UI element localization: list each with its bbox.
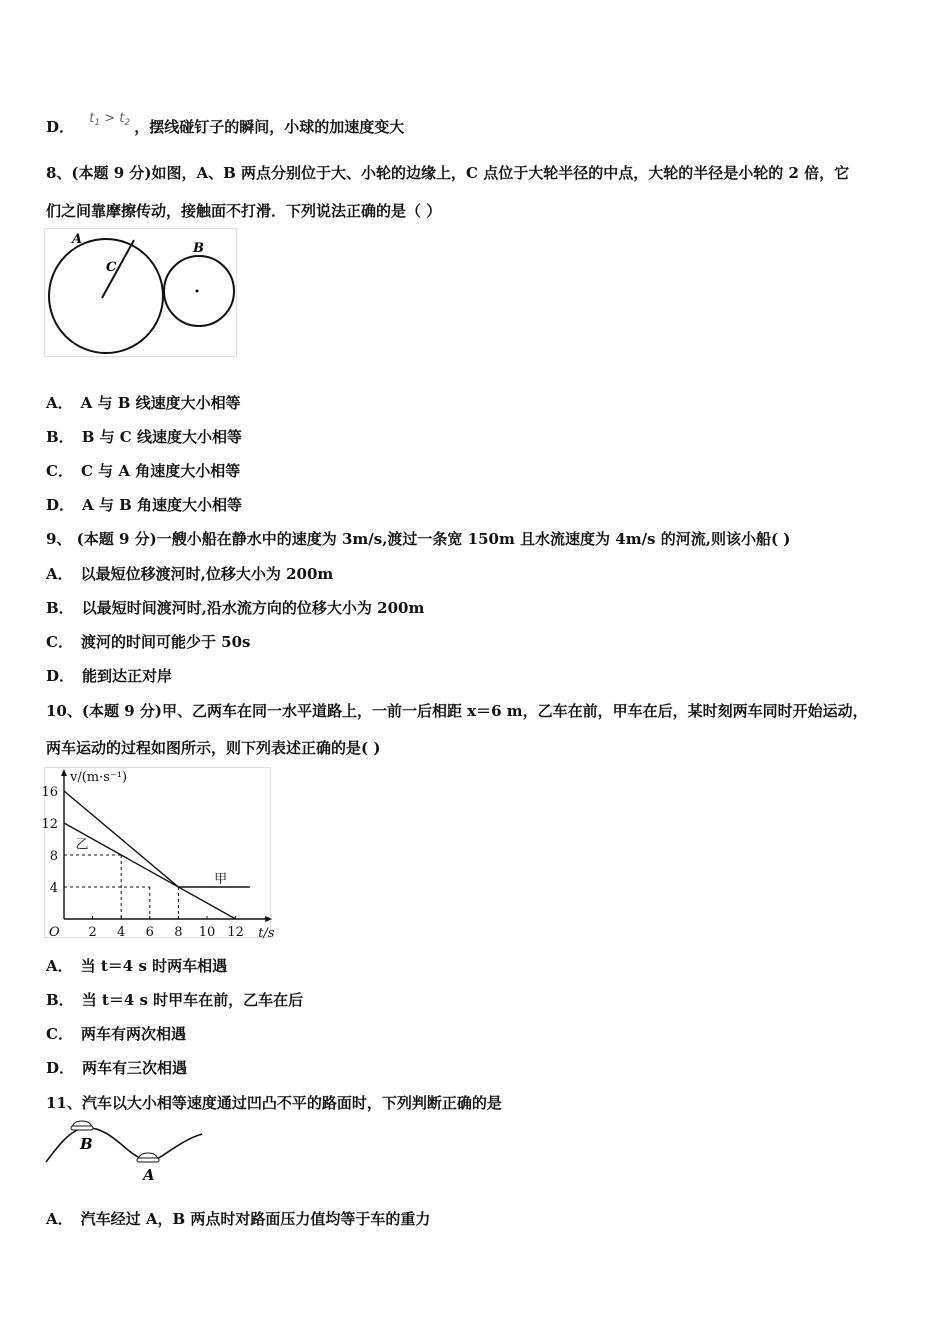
y-tick-label: 16	[41, 785, 58, 800]
series-label-yi: 乙	[75, 837, 89, 853]
x-tick-label: 6	[145, 925, 154, 940]
q8-stem-line1: 8、(本题 9 分)如图，A、B 两点分别位于大、小轮的边缘上，C 点位于大轮半径的中点，大轮的半径是小轮的 2 倍，它	[46, 164, 850, 182]
q7-math-expression: $t_1 > t_2$	[89, 111, 131, 128]
q9-option-d[interactable]: D． 能到达正对岸	[46, 667, 173, 685]
q9-option-c[interactable]: C． 渡河的时间可能少于 50s	[46, 633, 251, 651]
series-label-jia: 甲	[214, 872, 228, 887]
q9-stem: 9、 (本题 9 分)一艘小船在静水中的速度为 3m/s,渡过一条宽 150m 且水流速度为 4m/s 的河流,则该小船( )	[46, 530, 791, 548]
y-axis-label: v/(m·s⁻¹)	[70, 770, 128, 785]
point-c-label: C	[106, 260, 117, 275]
q11-option-a[interactable]: A． 汽车经过 A，B 两点时对路面压力值均等于车的重力	[46, 1210, 431, 1228]
q7-option-d-text: ，摆线碰钉子的瞬间，小球的加速度变大	[134, 118, 405, 136]
q8-option-c[interactable]: C． C 与 A 角速度大小相等	[46, 462, 241, 480]
x-tick-label: 2	[88, 925, 97, 940]
q10-option-d[interactable]: D． 两车有三次相遇	[46, 1059, 188, 1077]
q7-option-d-label: D．	[46, 118, 75, 136]
car-a-icon	[137, 1153, 159, 1162]
q9-option-a[interactable]: A． 以最短位移渡河时,位移大小为 200m	[46, 565, 334, 583]
x-tick-label: 12	[227, 925, 244, 940]
q8-option-a[interactable]: A． A 与 B 线速度大小相等	[46, 394, 241, 412]
x-axis-arrow	[265, 916, 272, 922]
large-wheel	[49, 239, 163, 353]
q8-stem-line2: 们之间靠摩擦传动，接触面不打滑．下列说法正确的是（ ）	[46, 202, 442, 220]
q8-option-d[interactable]: D． A 与 B 角速度大小相等	[46, 496, 242, 514]
y-tick-label: 12	[41, 817, 58, 832]
q8-option-b[interactable]: B． B 与 C 线速度大小相等	[46, 428, 242, 446]
small-wheel	[164, 256, 234, 326]
bumpy-road	[46, 1128, 202, 1162]
q10-option-c[interactable]: C． 两车有两次相遇	[46, 1025, 186, 1043]
car-b-icon	[71, 1121, 93, 1130]
point-b-label: B	[80, 1135, 93, 1153]
y-tick-label: 4	[49, 881, 58, 896]
y-axis-arrow	[61, 769, 67, 776]
q11-stem: 11、汽车以大小相等速度通过凹凸不平的路面时，下列判断正确的是	[46, 1094, 502, 1112]
point-b-label: B	[193, 241, 204, 256]
y-tick-label: 8	[49, 849, 58, 864]
q10-stem-line1: 10、(本题 9 分)甲、乙两车在同一水平道路上，一前一后相距 x＝6 m，乙车在前，甲车在后，某时刻两车同时开始运动，	[46, 702, 868, 720]
point-a-label: A	[143, 1166, 155, 1184]
point-a-label: A	[72, 232, 83, 247]
q9-option-b[interactable]: B． 以最短时间渡河时,沿水流方向的位移大小为 200m	[46, 599, 425, 617]
series-line-yi	[64, 823, 236, 919]
q10-vt-chart	[41, 767, 275, 941]
origin-label: O	[49, 925, 60, 940]
q7-option-d	[46, 111, 405, 138]
q11-road-figure	[44, 1118, 206, 1184]
q8-wheels-figure	[44, 228, 238, 358]
small-wheel-center	[196, 290, 199, 293]
x-tick-label: 10	[198, 925, 216, 940]
x-axis-label: t/s	[258, 926, 275, 941]
x-tick-label: 4	[117, 925, 126, 940]
x-tick-label: 8	[174, 925, 183, 940]
q10-option-a[interactable]: A． 当 t＝4 s 时两车相遇	[46, 957, 228, 975]
q10-stem-line2: 两车运动的过程如图所示，则下列表述正确的是( )	[46, 739, 381, 757]
q10-option-b[interactable]: B． 当 t＝4 s 时甲车在前，乙车在后	[46, 991, 304, 1009]
